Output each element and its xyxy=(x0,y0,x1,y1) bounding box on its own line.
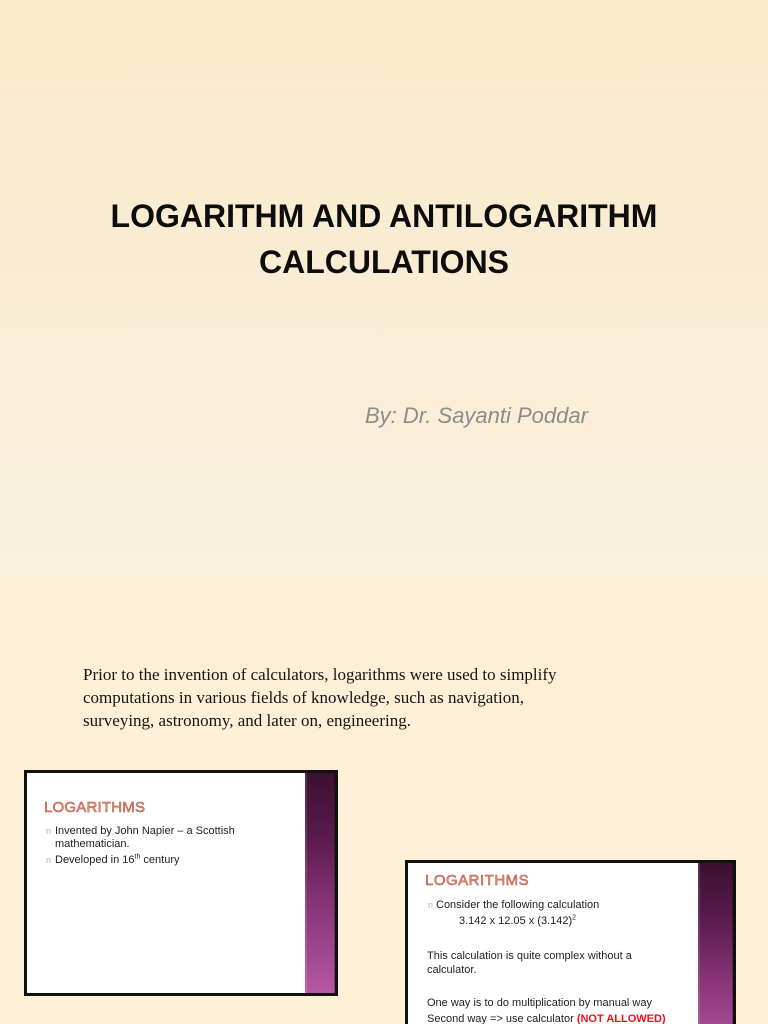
slide-accent-bar xyxy=(305,773,335,993)
slide-heading: LOGARITHMS xyxy=(425,872,530,889)
bullet-text-main: Developed in 16 xyxy=(55,854,135,866)
expression-exponent: 2 xyxy=(572,914,577,922)
calculator-way-text: Second way => use calculator xyxy=(427,1013,577,1024)
slide-accent-bar xyxy=(698,863,733,1024)
bullet-marker-icon: n xyxy=(46,826,52,836)
calculator-way-line xyxy=(427,1012,666,1024)
not-allowed-label: (NOT ALLOWED) xyxy=(576,1013,666,1024)
bullet-text-tail: century xyxy=(140,854,180,866)
slide-heading: LOGARITHMS xyxy=(44,799,146,816)
bullet-text: Invented by John Napier – a Scottish mathematician. xyxy=(55,825,235,850)
bullet-text xyxy=(55,854,270,867)
bullet-marker-icon: n xyxy=(46,855,52,865)
bullet-marker-icon: n xyxy=(428,900,434,910)
slide-bullet xyxy=(46,825,270,851)
slide-bullet xyxy=(428,898,599,912)
slide-bullet-list xyxy=(46,825,270,870)
document-page xyxy=(0,576,768,1024)
slide-bullet xyxy=(46,854,270,867)
presentation-title: LOGARITHM AND ANTILOGARITHM CALCULATIONS xyxy=(110,198,658,280)
slide-thumbnail-logarithms-calculation xyxy=(405,860,736,1024)
intro-paragraph: Prior to the invention of calculators, logarithms were used to simplify computations in various fields of knowledge, such as navigation, surveying, astronomy, and later on, engineering. xyxy=(83,665,557,730)
slide-thumbnail-logarithms-history xyxy=(24,770,338,996)
ordinal-suffix: th xyxy=(134,853,141,861)
manual-way-line: One way is to do multiplication by manual way xyxy=(427,997,652,1009)
author-byline: By: Dr. Sayanti Poddar xyxy=(365,403,588,428)
complexity-note: This calculation is quite complex without a calculator. xyxy=(427,950,632,976)
calculation-expression xyxy=(459,914,576,928)
bullet-text: Consider the following calculation xyxy=(436,899,600,911)
expression-text: 3.142 x 12.05 x (3.142) xyxy=(459,915,573,927)
